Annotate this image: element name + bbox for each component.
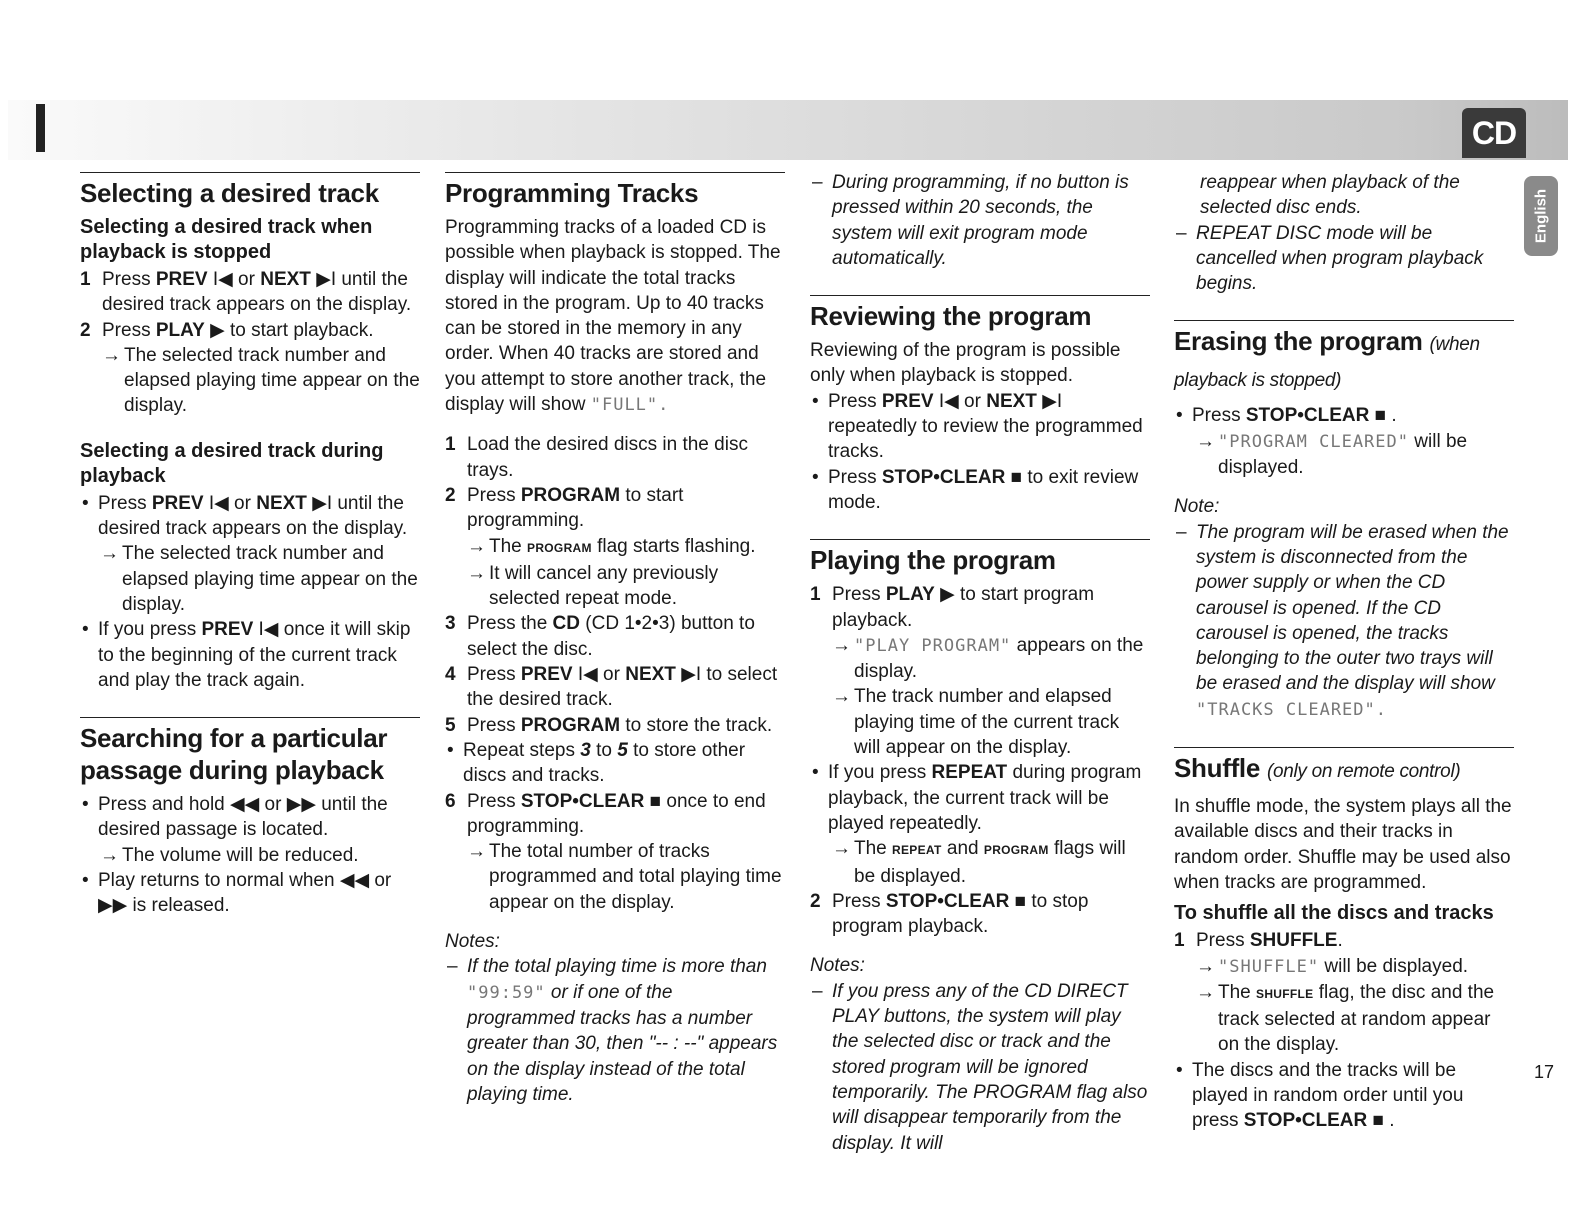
result-line: → The selected track number and elapsed playing time appear on the display. — [100, 543, 418, 615]
language-label: English — [1532, 188, 1550, 244]
lcd-text-full: "FULL". — [590, 395, 670, 416]
step-1: 1 Press PREV I◀ or NEXT ▶I until the desired track appears on the display. — [80, 269, 412, 316]
bullet-item: • Press PREV I◀ or NEXT ▶I until the desired track appears on the display. — [82, 492, 408, 540]
section-rule — [1174, 747, 1514, 748]
step-5: 5 Press PROGRAM to store the track. — [445, 714, 773, 736]
arrow-icon: → — [832, 838, 851, 860]
bullet-icon: • — [812, 390, 819, 412]
section-rule — [810, 539, 1150, 540]
result-line: → The SHUFFLE flag, the disc and the track selected at random appear on the display. — [1196, 981, 1495, 1056]
subheading-during-playback: Selecting a desired track during playback — [80, 439, 384, 487]
bullet-icon: • — [82, 794, 89, 816]
note-item: – If the total playing time is more than "99:59" or if one of the programmed tracks has a number greater than 30, then "-- : --" appears on the display instead of the total playing time. — [447, 956, 778, 1105]
result-line: → "PROGRAM CLEARED" will be displayed. — [1196, 430, 1468, 479]
subheading-stopped: Selecting a desired track when playback is stopped — [80, 216, 373, 263]
subheading-shuffle-all: To shuffle all the discs and tracks — [1174, 902, 1494, 925]
intro-paragraph: Reviewing of the program is possible only when playback is stopped. — [810, 340, 1121, 387]
result-line: → The PROGRAM flag starts flashing. — [445, 534, 785, 561]
arrow-icon: → — [102, 344, 121, 366]
note-item: – During programming, if no button is pressed within 20 seconds, the system will exit program mode automatically. — [812, 172, 1129, 269]
bullet-item: • If you press PREV I◀ once it will skip to the beginning of the current track and play the track again. — [82, 619, 411, 691]
banner-marker — [36, 104, 45, 152]
section-rule — [810, 295, 1150, 296]
heading-erasing-program: Erasing the program (when playback is stopped) — [1174, 326, 1480, 392]
heading-searching-passage: Searching for a particular passage during playback — [80, 723, 388, 786]
result-line: → The selected track number and elapsed playing time appear on the display. — [102, 344, 420, 417]
step-2: 2 Press PLAY ▶ to start playback. — [80, 319, 374, 341]
bullet-icon: • — [812, 466, 819, 488]
result-line: → The REPEAT and PROGRAM flags will be displayed. — [832, 838, 1126, 887]
bullet-item: • Press and hold ◀◀ or ▶▶ until the desired passage is located. — [82, 794, 388, 841]
header-banner — [8, 100, 1568, 160]
arrow-icon: → — [467, 562, 486, 584]
bullet-item: • Press PREV I◀ or NEXT ▶I repeatedly to review the programmed tracks. — [812, 390, 1143, 463]
bullet-icon: • — [1176, 1059, 1183, 1081]
arrow-icon: → — [100, 844, 119, 866]
bullet-icon: • — [1176, 405, 1183, 427]
language-tab — [1524, 176, 1558, 256]
intro-paragraph: Programming tracks of a loaded CD is possible when playback is stopped. The display will indicate the total tracks stored in the program. Up to 40 tracks can be stored in the memory in any order. When 40 tracks are stored and you attempt to store another track, the display will show "FULL". — [445, 217, 781, 416]
bullet-icon: • — [812, 762, 819, 784]
note-item: – The program will be erased when the system is disconnected from the power supply or when the CD carousel is opened. If the CD carousel is opened, the tracks belonging to the outer two trays will be erased and the display will show "TRACKS CLEARED". — [1176, 521, 1509, 720]
heading-programming-tracks: Programming Tracks — [445, 178, 699, 208]
step-1: 1 Load the desired discs in the disc trays. — [445, 434, 748, 481]
step-2: 2 Press PROGRAM to start programming. — [445, 484, 684, 532]
heading-playing-program: Playing the program — [810, 545, 1056, 576]
intro-paragraph: In shuffle mode, the system plays all the available discs and their tracks in random order. Shuffle may be used also when tracks are programmed. — [1174, 796, 1512, 893]
lcd-text-play-program: "PLAY PROGRAM" — [854, 635, 1012, 656]
result-line: → The volume will be reduced. — [80, 843, 420, 868]
result-line: → It will cancel any previously selected repeat mode. — [467, 562, 719, 610]
step-1: 1 Press SHUFFLE. — [1174, 930, 1343, 952]
arrow-icon: → — [100, 543, 119, 565]
bullet-icon: • — [82, 870, 89, 892]
lcd-text-program-cleared: "PROGRAM CLEARED" — [1218, 431, 1409, 452]
step-1: 1 Press PLAY ▶ to start program playback. — [810, 584, 1095, 631]
bullet-icon: • — [82, 619, 89, 641]
section-rule — [1174, 320, 1514, 321]
note-item: – If you press any of the CD DIRECT PLAY buttons, the system will play the selected disc or track and the stored program will be ignored temporarily. The PROGRAM flag also will disappear temporarily from the display. It will — [812, 980, 1148, 1154]
bullet-item: • Press STOP•CLEAR ■ to exit review mode. — [812, 466, 1139, 513]
column-2 — [445, 170, 785, 1107]
lcd-text-tracks-cleared: "TRACKS CLEARED". — [1196, 699, 1387, 720]
result-line: → The track number and elapsed playing time of the current track will appear on the display. — [832, 686, 1120, 759]
bullet-item: • Press STOP•CLEAR ■ . — [1174, 403, 1514, 428]
arrow-icon: → — [467, 841, 486, 863]
bullet-item: • The discs and the tracks will be played in random order until you press STOP•CLEAR ■ . — [1176, 1059, 1464, 1132]
bullet-icon: • — [447, 739, 454, 761]
column-1 — [80, 170, 420, 919]
note-item: – REPEAT DISC mode will be cancelled when program playback begins. — [1176, 222, 1484, 295]
result-line: → "PLAY PROGRAM" appears on the display. — [832, 634, 1144, 683]
arrow-icon: → — [1196, 981, 1215, 1003]
lcd-text-shuffle: "SHUFFLE" — [1218, 956, 1320, 977]
arrow-icon: → — [832, 634, 851, 656]
result-line: → The total number of tracks programmed and total playing time appear on the display. — [467, 841, 782, 913]
lcd-text-time: "99:59" — [467, 982, 546, 1003]
bullet-item: • Repeat steps 3 to 5 to store other discs and tracks. — [447, 739, 746, 787]
section-tab-cd: CD — [1462, 108, 1526, 158]
result-line: → "SHUFFLE" will be displayed. — [1174, 954, 1514, 980]
bullet-item: • Play returns to normal when ◀◀ or ▶▶ is released. — [82, 870, 392, 917]
step-3: 3 Press the CD (CD 1•2•3) button to select the disc. — [445, 613, 755, 660]
heading-shuffle: Shuffle (only on remote control) — [1174, 753, 1461, 784]
step-4: 4 Press PREV I◀ or NEXT ▶I to select the desired track. — [445, 664, 778, 711]
section-rule — [80, 172, 420, 173]
arrow-icon: → — [467, 535, 486, 557]
bullet-icon: • — [82, 492, 89, 514]
notes-label: Notes: — [810, 955, 865, 977]
heading-selecting-track: Selecting a desired track — [80, 178, 379, 208]
note-label: Note: — [1174, 496, 1220, 518]
page-number: 17 — [1534, 1062, 1555, 1082]
column-4 — [1174, 170, 1514, 1134]
arrow-icon: → — [1196, 430, 1215, 452]
heading-reviewing-program: Reviewing the program — [810, 301, 1092, 332]
section-rule — [80, 717, 420, 718]
section-rule — [445, 172, 785, 173]
arrow-icon: → — [1196, 955, 1215, 977]
bullet-item: • If you press REPEAT during program playback, the current track will be played repeatedly. — [812, 762, 1142, 834]
notes-label: Notes: — [445, 931, 500, 953]
step-2: 2 Press STOP•CLEAR ■ to stop program playback. — [810, 890, 1089, 938]
arrow-icon: → — [832, 686, 851, 708]
step-6: 6 Press STOP•CLEAR ■ once to end programming. — [445, 790, 766, 837]
column-3 — [810, 170, 1150, 1156]
note-continuation: reappear when playback of the selected disc ends. — [1200, 172, 1460, 219]
